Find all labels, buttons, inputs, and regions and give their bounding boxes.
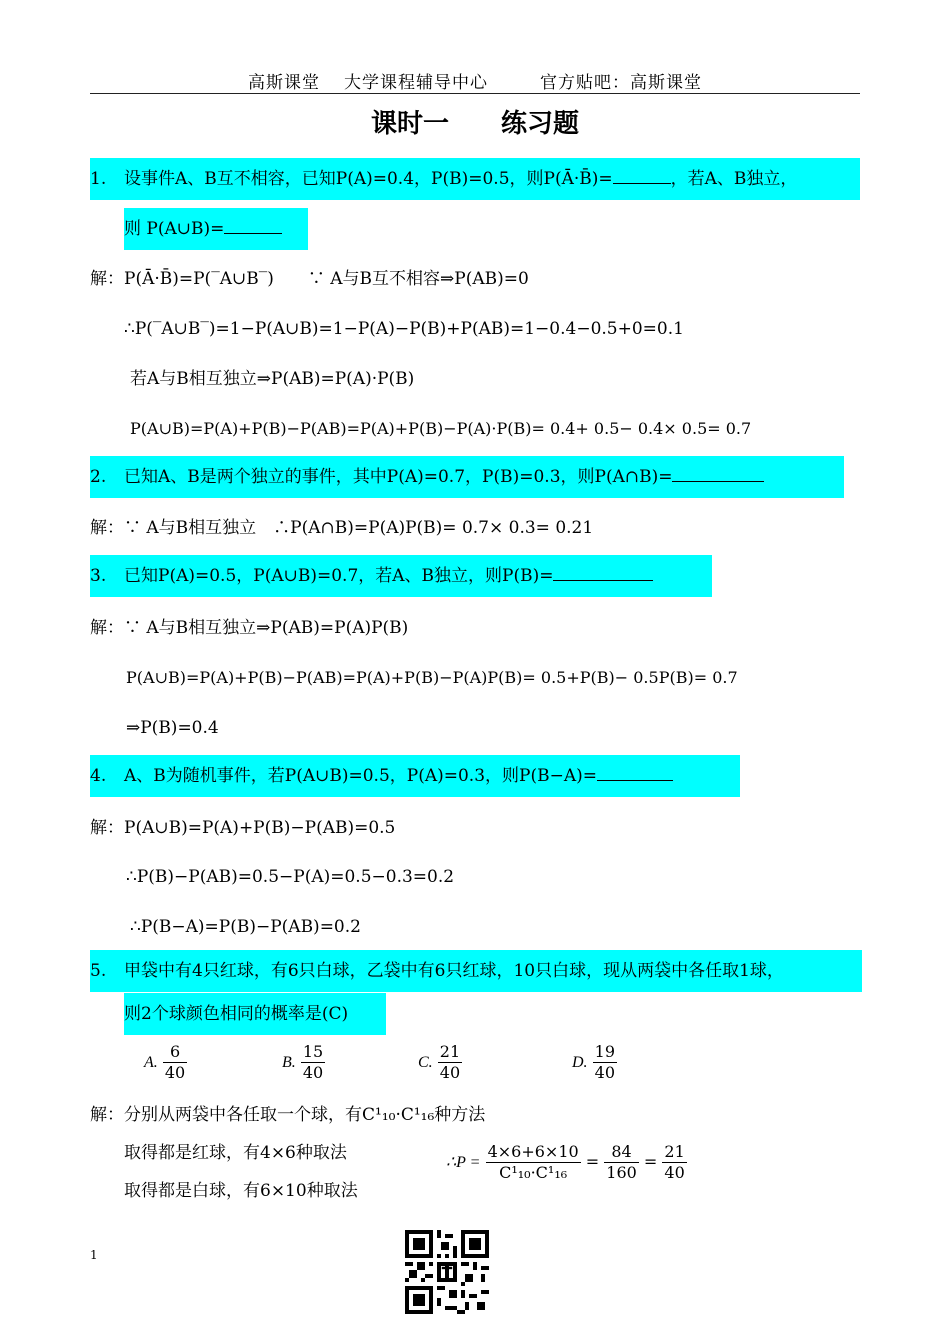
solution-line: ⇒P(B)=0.4 <box>126 718 219 738</box>
question-1-text-b: ，若A、B独立， <box>670 169 798 189</box>
question-5-number: 5. <box>90 961 107 981</box>
question-3-number: 3. <box>90 566 107 586</box>
question-2-number: 2. <box>90 467 107 487</box>
option-a <box>144 1042 187 1083</box>
result-fraction-1 <box>486 1142 581 1183</box>
question-4-text: A、B为随机事件，若P(A∪B)=0.5，P(A)=0.3，则P(B−A)= <box>124 766 597 786</box>
question-1-text: 设事件A、B互不相容，已知P(A)=0.4，P(B)=0.5，则P(Ā·B̄)= <box>124 169 613 189</box>
option-fraction <box>593 1042 617 1083</box>
solution-line: 解：分别从两袋中各任取一个球，有C¹₁₀·C¹₁₆种方法 <box>90 1105 486 1125</box>
option-b <box>282 1042 325 1083</box>
numerator: 84 <box>604 1142 639 1163</box>
result-fraction-3 <box>662 1142 686 1183</box>
question-2-text: 已知A、B是两个独立的事件，其中P(A)=0.7，P(B)=0.3，则P(A∩B)= <box>124 467 673 487</box>
question-3-text: 已知P(A)=0.5，P(A∪B)=0.7，若A、B独立，则P(B)= <box>124 566 554 586</box>
denominator: 40 <box>164 1063 186 1082</box>
result-prefix: ∴P = <box>446 1154 481 1171</box>
option-label: D. <box>572 1054 588 1071</box>
numerator: 6 <box>163 1042 187 1063</box>
solution-line: P(A∪B)=P(A)+P(B)−P(AB)=P(A)+P(B)−P(A)·P(B)= 0.4+ 0.5− 0.4× 0.5= 0.7 <box>130 419 752 438</box>
numerator: 4×6+6×10 <box>487 1142 579 1161</box>
page-header <box>0 68 950 93</box>
question-3 <box>90 555 712 597</box>
question-1-text-2: 则 P(A∪B)= <box>124 219 225 239</box>
header-forum: 官方贴吧：高斯课堂 <box>540 73 702 93</box>
qr-code <box>405 1230 489 1314</box>
question-5-line2 <box>124 993 386 1035</box>
option-d <box>572 1042 617 1083</box>
denominator: 40 <box>594 1063 616 1082</box>
answer-blank <box>597 762 673 781</box>
solution-line: 取得都是红球，有4×6种取法 <box>124 1143 347 1163</box>
option-label: A. <box>144 1054 158 1071</box>
solution-line: 解：∵ A与B相互独立⇒P(AB)=P(A)P(B) <box>90 618 409 638</box>
option-c <box>418 1042 462 1083</box>
solution-line: P(A∪B)=P(A)+P(B)−P(AB)=P(A)+P(B)−P(A)P(B)= 0.5+P(B)− 0.5P(B)= 0.7 <box>126 668 738 687</box>
question-4 <box>90 755 740 797</box>
answer-blank <box>672 463 764 482</box>
answer-blank <box>553 562 653 581</box>
solution-line: 解：∵ A与B相互独立 ∴P(A∩B)=P(A)P(B)= 0.7× 0.3= 0.21 <box>90 518 594 538</box>
question-5-text-2: 则2个球颜色相同的概率是(C) <box>124 1004 349 1024</box>
answer-blank <box>613 165 671 184</box>
header-brand: 高斯课堂 <box>248 73 320 93</box>
solution-line: 取得都是白球，有6×10种取法 <box>124 1181 358 1201</box>
option-fraction <box>438 1042 462 1083</box>
solution-line: 若A与B相互独立⇒P(AB)=P(A)·P(B) <box>130 369 415 389</box>
option-label: B. <box>282 1054 296 1071</box>
answer-blank <box>224 215 282 234</box>
probability-result: ∴P = $\frac{4\times 6+6\times 10}{\text{C¹₁₀·C¹₁₆}}$ = $\frac{84}{160}$ = $\frac{21}{40}$ <box>446 1142 685 1182</box>
denominator: C¹₁₀·C¹₁₆ <box>499 1163 568 1182</box>
question-4-number: 4. <box>90 766 107 786</box>
numerator: 19 <box>594 1042 616 1061</box>
question-1-line2 <box>124 208 308 250</box>
option-fraction <box>163 1042 187 1083</box>
denominator: 40 <box>664 1163 685 1182</box>
page-number: 1 <box>90 1248 98 1262</box>
question-1-line1 <box>90 158 860 200</box>
page-title: 课时一 练习题 <box>370 109 579 139</box>
numerator: 21 <box>439 1042 461 1061</box>
numerator: 21 <box>664 1142 685 1161</box>
solution-line: ∴P(B−A)=P(B)−P(AB)=0.2 <box>130 917 361 937</box>
denominator: 40 <box>302 1063 324 1082</box>
solution-line: ∴P(‾A∪B‾)=1−P(A∪B)=1−P(A)−P(B)+P(AB)=1−0.4−0.5+0=0.1 <box>124 319 684 339</box>
question-1-number: 1. <box>90 169 107 189</box>
question-5-line1 <box>90 950 862 992</box>
question-2 <box>90 456 844 498</box>
option-label: C. <box>418 1054 433 1071</box>
option-fraction <box>301 1042 325 1083</box>
denominator: 40 <box>439 1063 461 1082</box>
denominator: 160 <box>606 1163 637 1182</box>
question-5-text: 甲袋中有4只红球，有6只白球，乙袋中有6只红球，10只白球，现从两袋中各任取1球， <box>124 961 784 981</box>
header-rule <box>90 93 860 94</box>
solution-line: 解：P(A∪B)=P(A)+P(B)−P(AB)=0.5 <box>90 818 396 838</box>
solution-line: ∴P(B)−P(AB)=0.5−P(A)=0.5−0.3=0.2 <box>126 867 455 887</box>
header-center: 大学课程辅导中心 <box>344 73 488 93</box>
solution-line: 解：P(Ā·B̄)=P(‾A∪B‾) ∵ A与B互不相容⇒P(AB)=0 <box>90 269 529 289</box>
numerator: 15 <box>302 1042 324 1061</box>
result-fraction-2 <box>604 1142 639 1183</box>
